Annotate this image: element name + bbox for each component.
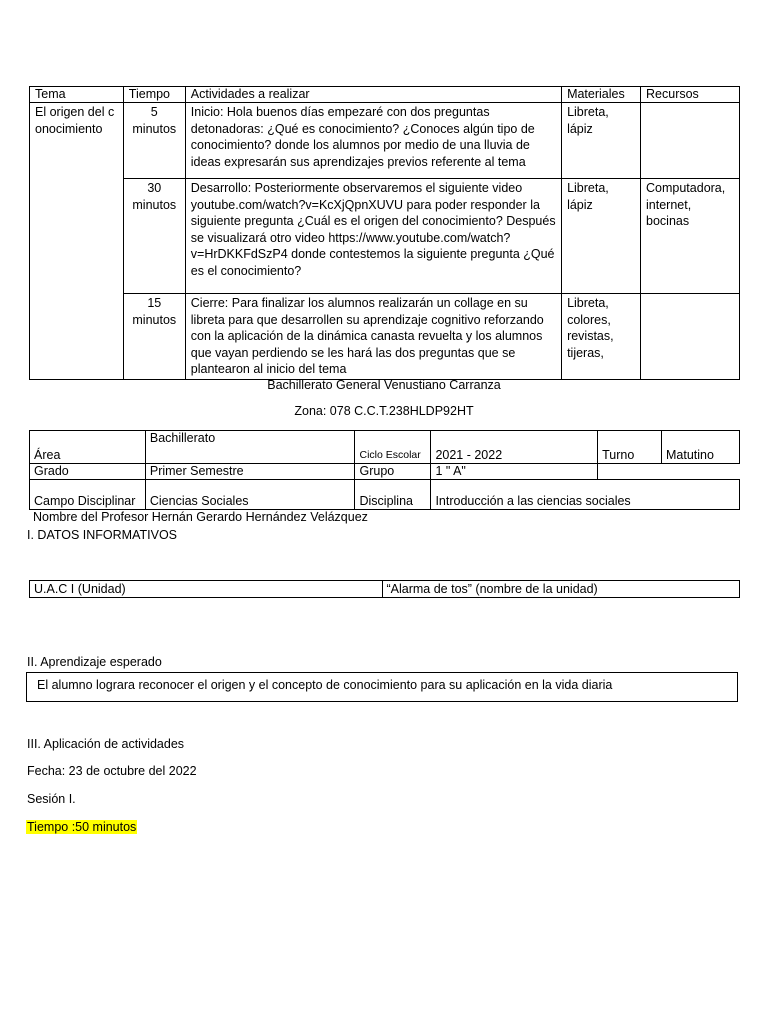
sesion-text: Sesión I. [27,792,76,806]
recursos-cell [641,103,740,179]
header-tiempo: Tiempo [123,87,185,103]
fecha-text: Fecha: 23 de octubre del 2022 [27,764,197,778]
table-row [30,294,740,380]
grupo-label: Grupo [355,464,431,480]
ciclo-value: 2021 - 2022 [431,431,598,464]
header-materiales: Materiales [562,87,641,103]
ciclo-label: Ciclo Escolar [355,431,431,464]
actividad-cell: Desarrollo: Posteriormente observaremos el siguiente video youtube.com/watch?v=KcXjQpnXUVU para poder responder la siguiente pregunta ¿Cuál es el origen del conocimiento? Después se visualizará otro video https://www.youtube.com/watch?v=HrDKKFdSzP4 donde contestemos la siguiente pregunta ¿Qué es el conocimiento? [185,179,561,294]
school-name: Bachillerato General Venustiano Carranza [267,378,501,392]
disciplina-label: Disciplina [355,480,431,510]
info-row-area [30,431,740,464]
turno-label: Turno [598,431,662,464]
header-recursos: Recursos [641,87,740,103]
actividad-cell: Cierre: Para finalizar los alumnos realizarán un collage en su libreta para que desarrollen su aprendizaje cognitivo reforzando con la aplicación de la dinámica canasta revuelta y los alumnos que vayan perdiendo se les hará las dos preguntas que se plantearon al inicio del tema [185,294,561,380]
datos-heading: I. DATOS INFORMATIVOS [27,528,178,542]
tiempo-cell: 30 minutos [123,179,185,294]
tiempo-highlight: Tiempo :50 minutos [27,820,137,834]
header-tema: Tema [30,87,124,103]
tiempo-cell: 5 minutos [123,103,185,179]
uac-table [29,580,740,598]
campo-value: Ciencias Sociales [145,480,355,510]
aprendizaje-box [26,672,738,702]
tiempo-text [26,819,137,835]
aplicacion-heading: III. Aplicación de actividades [27,737,185,751]
grupo-value: 1 " A" [431,464,598,480]
table-row [30,103,740,179]
recursos-cell [641,294,740,380]
campo-label: Campo Disciplinar [30,480,146,510]
uac-label: U.A.C I (Unidad) [30,581,383,598]
zona-cct: Zona: 078 C.C.T.238HLDP92HT [294,404,474,418]
tiempo-cell: 15 minutos [123,294,185,380]
disciplina-value: Introducción a las ciencias sociales [431,480,740,510]
info-row-campo [30,480,740,510]
area-label: Área [30,431,146,464]
activities-header-row [30,87,740,103]
turno-value: Matutino [662,431,740,464]
grado-label: Grado [30,464,146,480]
actividad-cell: Inicio: Hola buenos días empezaré con dos preguntas detonadoras: ¿Qué es conocimiento? ¿Conoces algún tipo de conocimiento? donde los alumnos por medio de una lluvia de ideas expresarán sus aprendizajes previos referente al tema [185,103,561,179]
aprendizaje-text: El alumno lograra reconocer el origen y el concepto de conocimiento para su aplicación en la vida diaria [37,678,613,692]
uac-value: “Alarma de tos” (nombre de la unidad) [382,581,740,598]
aprendizaje-heading: II. Aprendizaje esperado [27,655,162,669]
area-value: Bachillerato [145,431,355,464]
table-row [30,179,740,294]
materiales-cell: Libreta, lápiz [562,179,641,294]
uac-row [30,581,740,598]
info-table [29,430,740,510]
materiales-cell: Libreta, lápiz [562,103,641,179]
header-actividades: Actividades a realizar [185,87,561,103]
grado-value: Primer Semestre [145,464,355,480]
tema-cell: El origen del conocimiento [30,103,124,380]
info-row-grado [30,464,740,480]
profesor-name: Nombre del Profesor Hernán Gerardo Hernández Velázquez [33,510,368,524]
activities-table [29,86,740,380]
materiales-cell: Libreta, colores, revistas, tijeras, [562,294,641,380]
empty-cell [598,464,740,480]
recursos-cell: Computadora, internet, bocinas [641,179,740,294]
